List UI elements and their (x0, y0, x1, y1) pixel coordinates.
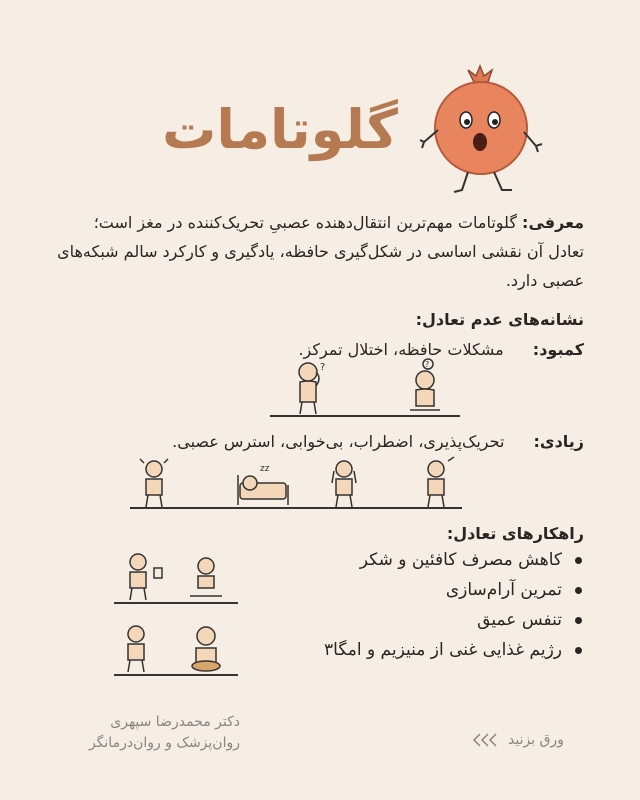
page-title: گلوتامات (162, 98, 398, 161)
confused-person-icon (299, 362, 325, 414)
list-item: رژیم غذایی غنی از منیزیم و امگا۳ (232, 635, 562, 665)
irritated-person-icon (140, 459, 168, 507)
sleepless-bed-icon (238, 464, 288, 505)
chevron-swipe-icon (470, 732, 500, 748)
excess-row (56, 432, 584, 451)
author-role: روان‌پزشک و روان‌درمانگر (88, 735, 240, 751)
sitting-thinking-person-icon (410, 359, 440, 410)
meditating-person-icon (190, 558, 222, 596)
strategies-heading: راهکارهای تعادل: (446, 524, 584, 543)
strategies-list (232, 545, 584, 665)
strategies-illustration (114, 548, 238, 680)
declining-coffee-person-icon (130, 554, 162, 600)
eating-person-icon (192, 627, 220, 671)
excess-label: زیادی: (533, 432, 584, 451)
pomegranate-mascot-icon (416, 60, 546, 200)
intro-paragraph (56, 208, 584, 295)
swipe-label: ورق بزنید (508, 732, 564, 748)
excess-illustration (130, 455, 462, 513)
deficit-text: مشکلات حافظه، اختلال تمرکز. (298, 340, 504, 359)
excess-text: تحریک‌پذیری، اضطراب، بی‌خوابی، استرس عصبی. (172, 432, 505, 451)
intro-label: معرفی: (522, 213, 584, 232)
intro-text: گلوتامات مهم‌ترین انتقال‌دهنده عصبیِ تحریک‌کننده در مغز است؛ تعادل آن نقشی اساسی در شکل‌گیری حافظه، یادگیری و کارکرد سالم شبکه‌های عصبی دارد. (57, 213, 584, 290)
deficit-row (56, 340, 584, 359)
svg-text:zz: zz (260, 464, 270, 474)
author-name: دکتر محمدرضا سپهری (110, 714, 240, 730)
author-block (60, 712, 240, 754)
svg-text:?: ? (320, 362, 326, 373)
deficit-illustration (270, 358, 460, 418)
deficit-label: کمبود: (532, 340, 584, 359)
anxious-person-icon (332, 461, 356, 507)
svg-text:?: ? (425, 360, 430, 369)
breathing-person-icon (128, 626, 144, 672)
list-item: تنفس عمیق (232, 605, 562, 635)
swipe-hint[interactable] (470, 732, 564, 748)
stressed-person-icon (428, 457, 454, 507)
list-item: کاهش مصرف کافئین و شکر (232, 545, 562, 575)
list-item: تمرین آرام‌سازی (232, 575, 562, 605)
imbalance-heading: نشانه‌های عدم تعادل: (415, 310, 584, 329)
